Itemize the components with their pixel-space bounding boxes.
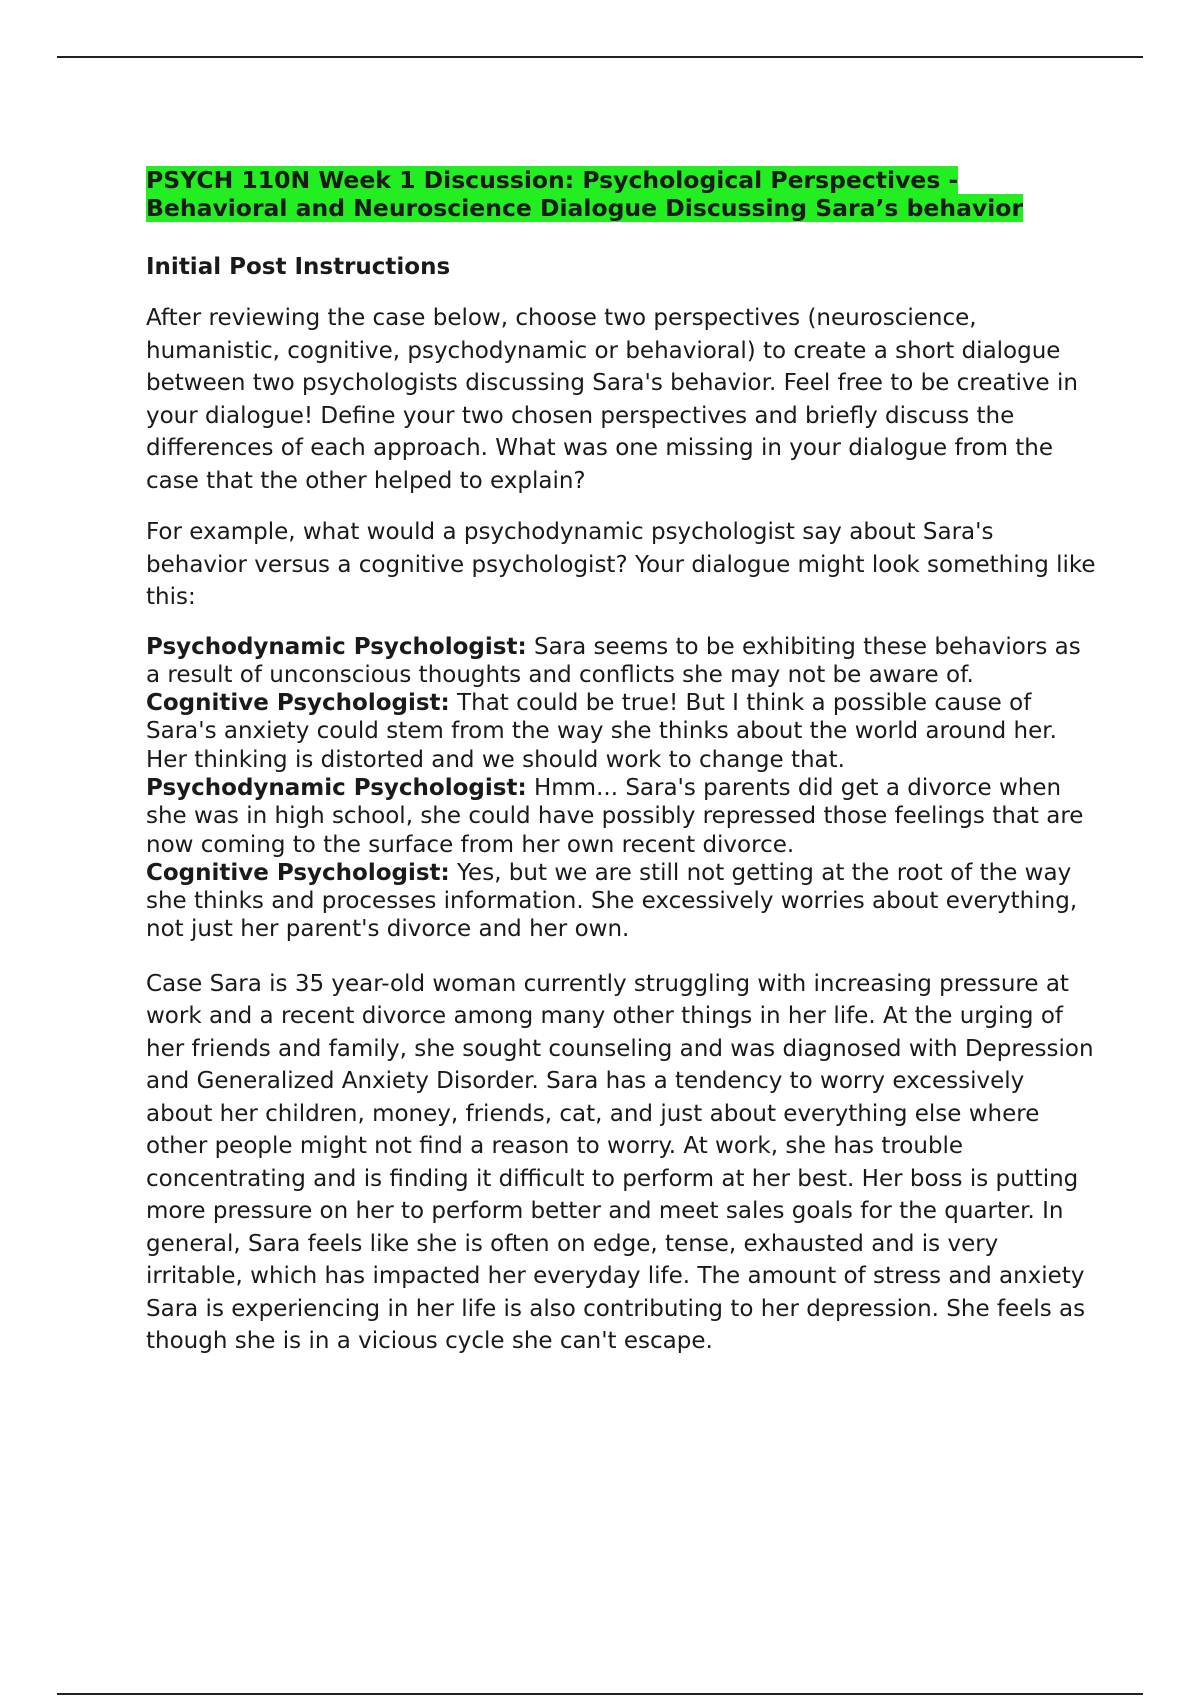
dialogue-speaker: Cognitive Psychologist: <box>146 859 450 886</box>
dialogue-text: Sara seems to be exhibiting these behaviors as a result of unconscious thoughts and conflicts she may not be aware of. <box>146 633 1081 688</box>
dialogue-speaker: Psychodynamic Psychologist: <box>146 774 527 801</box>
dialogue-line <box>146 774 1096 859</box>
dialogue-speaker: Psychodynamic Psychologist: <box>146 633 527 660</box>
footer-rule <box>57 1693 1143 1695</box>
dialogue-text: Yes, but we are still not getting at the root of the way she thinks and processes information. She excessively worries about everything, not just her parent's divorce and her own. <box>146 859 1078 943</box>
dialogue-text: Hmm... Sara's parents did get a divorce when she was in high school, she could have possibly repressed those feelings that are now coming to the surface from her own recent divorce. <box>146 774 1084 858</box>
document-title <box>146 166 1096 222</box>
document-body <box>146 166 1096 1377</box>
dialogue-speaker: Cognitive Psychologist: <box>146 690 450 717</box>
title-highlight: PSYCH 110N Week 1 Discussion: Psychological Perspectives - Behavioral and Neuroscience Dialogue Discussing Sara’s behavior <box>146 166 1024 222</box>
dialogue-line <box>146 633 1096 690</box>
example-paragraph: For example, what would a psychodynamic psychologist say about Sara's behavior versus a cognitive psychologist? Your dialogue might look something like this: <box>146 519 1096 610</box>
header-rule <box>57 56 1143 58</box>
case-paragraph: Case Sara is 35 year-old woman currently struggling with increasing pressure at work and a recent divorce among many other things in her life. At the urging of her friends and family, she sought counseling and was diagnosed with Depression and Generalized Anxiety Disorder. Sara has a tendency to worry excessively about her children, money, friends, cat, and just about everything else where other people might not find a reason to worry. At work, she has trouble concentrating and is finding it difficult to perform at her best. Her boss is putting more pressure on her to perform better and meet sales goals for the quarter. In general, Sara feels like she is often on edge, tense, exhausted and is very irritable, which has impacted her everyday life. The amount of stress and anxiety Sara is experiencing in her life is also contributing to her depression. She feels as though she is in a vicious cycle she can't escape. <box>146 970 1094 1355</box>
example-dialogue <box>146 633 1096 944</box>
dialogue-line <box>146 689 1096 774</box>
section-heading: Initial Post Instructions <box>146 254 451 280</box>
dialogue-text: That could be true! But I think a possible cause of Sara's anxiety could stem from the way she thinks about the world around her. Her thinking is distorted and we should work to change that. <box>146 690 1057 773</box>
dialogue-line <box>146 859 1096 944</box>
instructions-paragraph: After reviewing the case below, choose two perspectives (neuroscience, humanistic, cognitive, psychodynamic or behavioral) to create a short dialogue between two psychologists discussing Sara's behavior. Feel free to be creative in your dialogue! Define your two chosen perspectives and briefly discuss the differences of each approach. What was one missing in your dialogue from the case that the other helped to explain? <box>146 305 1078 494</box>
